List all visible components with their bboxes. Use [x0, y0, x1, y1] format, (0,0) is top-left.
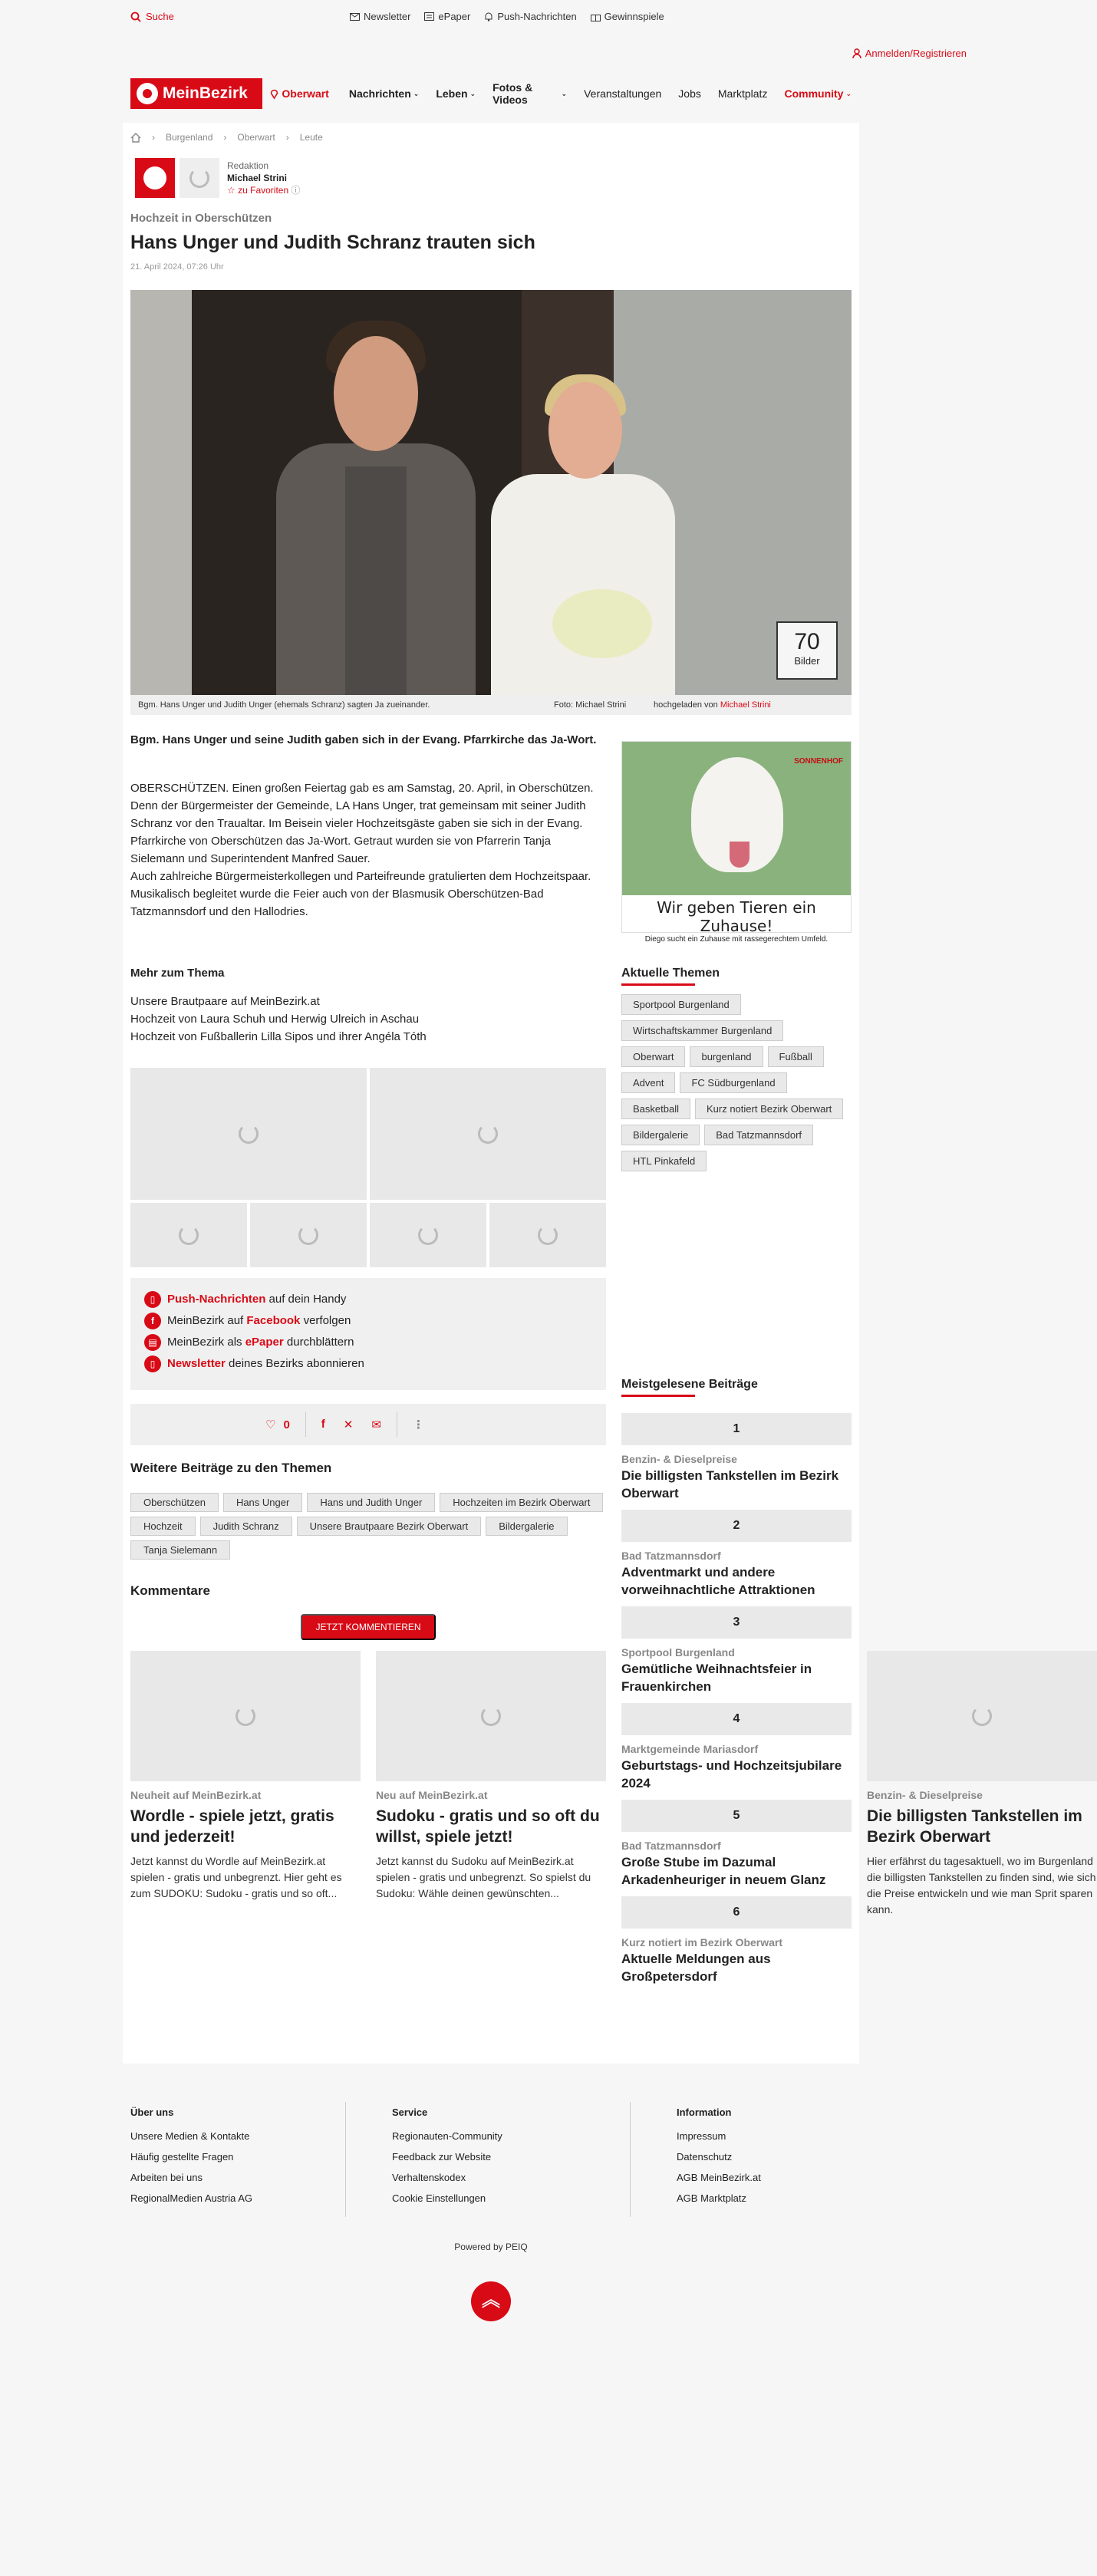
top-utility-bar — [0, 0, 982, 40]
sidebar-topic-tag[interactable]: HTL Pinkafeld — [621, 1151, 707, 1171]
login-link[interactable] — [852, 48, 967, 59]
nav-item-marktplatz[interactable]: Marktplatz — [717, 87, 768, 100]
footer-link[interactable]: Häufig gestellte Fragen — [130, 2151, 234, 2163]
topic-tag[interactable]: Hochzeiten im Bezirk Oberwart — [440, 1493, 603, 1512]
footer-heading: Information — [677, 2107, 732, 2118]
chevron-down-icon: ⌄ — [413, 89, 420, 97]
promo-strong: Newsletter — [167, 1357, 226, 1370]
footer-heading: Service — [392, 2107, 428, 2118]
image-gallery — [130, 1068, 606, 1267]
article-date: 21. April 2024, 07:26 Uhr — [130, 262, 224, 272]
chevron-down-icon: ⌄ — [845, 89, 852, 97]
sidebar-topic-tags — [621, 994, 852, 1171]
user-icon — [852, 48, 861, 58]
loading-spinner-icon — [239, 1124, 259, 1144]
comments-heading: Kommentare — [130, 1583, 210, 1598]
nav-item-jobs[interactable]: Jobs — [678, 87, 701, 100]
teaser-carousel — [130, 1651, 1096, 1918]
popular-title: Große Stube im Dazumal Arkadenheuriger in neuem Glanz — [621, 1855, 826, 1887]
hero-image[interactable] — [130, 290, 852, 695]
sidebar-topic-tag[interactable]: Fußball — [768, 1046, 824, 1067]
teaser-kicker: Benzin- & Dieselpreise — [867, 1789, 983, 1801]
nav-item-leben[interactable] — [436, 81, 476, 106]
uploaded-by-label: hochgeladen von — [654, 700, 718, 710]
gallery-thumb[interactable] — [489, 1203, 606, 1267]
gallery-image[interactable] — [130, 1068, 367, 1200]
promo-text: verfolgen — [300, 1314, 351, 1327]
popular-title: Adventmarkt und andere vorweihnachtliche Attraktionen — [621, 1565, 815, 1597]
epaper-link[interactable] — [424, 11, 470, 22]
popular-item[interactable] — [621, 1510, 852, 1599]
sidebar-topic-tag[interactable]: FC Südburgenland — [680, 1072, 786, 1093]
loading-spinner-icon — [478, 1124, 498, 1144]
gallery-thumb[interactable] — [250, 1203, 367, 1267]
sidebar-topics-heading: Aktuelle Themen — [621, 967, 720, 986]
promo-strong: Facebook — [246, 1314, 301, 1327]
promo-facebook[interactable] — [144, 1310, 606, 1332]
photo-credit: Foto: Michael Strini — [554, 700, 627, 710]
double-chevron-up-icon: ︽ — [482, 2290, 500, 2311]
article-lead: Bgm. Hans Unger und seine Judith gaben sich in der Evang. Pfarrkirche das Ja-Wort. — [130, 733, 597, 746]
article-title: Hans Unger und Judith Schranz trauten sich — [130, 232, 535, 253]
search-link[interactable] — [130, 11, 174, 22]
teaser-card[interactable] — [376, 1651, 606, 1918]
footer-link[interactable]: Regionauten-Community — [392, 2130, 502, 2142]
promo-text: durchblättern — [283, 1336, 354, 1349]
login-label: Anmelden/Registrieren — [865, 48, 967, 59]
utility-links — [350, 11, 664, 22]
sidebar-topic-tag[interactable]: Basketball — [621, 1099, 690, 1119]
search-icon — [130, 12, 141, 22]
loading-spinner-icon — [298, 1225, 318, 1245]
teaser-kicker: Neu auf MeinBezirk.at — [376, 1789, 488, 1801]
author-role: Redaktion — [227, 160, 269, 171]
breadcrumb-separator-icon: › — [223, 132, 227, 143]
like-count: 0 — [283, 1418, 290, 1431]
popular-rank: 4 — [621, 1703, 852, 1735]
footer-link[interactable]: Verhaltenskodex — [392, 2172, 466, 2183]
image-count-badge[interactable] — [776, 621, 838, 680]
like-button[interactable] — [265, 1418, 290, 1431]
promo-strong: Push-Nachrichten — [167, 1293, 266, 1306]
topic-tags — [130, 1493, 606, 1560]
teaser-kicker: Neuheit auf MeinBezirk.at — [130, 1789, 262, 1801]
promo-text: MeinBezirk auf — [167, 1314, 247, 1327]
topic-tag[interactable]: Unsere Brautpaare Bezirk Oberwart — [297, 1517, 482, 1536]
nav-items — [349, 81, 852, 106]
epaper-label: ePaper — [438, 11, 471, 22]
sidebar-topic-tag[interactable]: Wirtschaftskammer Burgenland — [621, 1020, 783, 1041]
teaser-title: Sudoku - gratis und so oft du willst, spiele jetzt! — [376, 1807, 600, 1846]
promo-newsletter[interactable] — [144, 1353, 606, 1375]
footer-link[interactable]: Impressum — [677, 2130, 726, 2142]
gallery-image[interactable] — [370, 1068, 606, 1200]
article-paragraph: OBERSCHÜTZEN. Einen großen Feiertag gab es am Samstag, 20. April, in Oberschützen. Denn der Bürgermeister der Gemeinde, LA Hans Unger, trat gemeinsam mit seiner Judith Schranz vor den Traualtar. Im Beisein vieler Hochzeitsgäste gaben sie sich in der Evang. Pfarrkirche von Oberschützen das Ja-Wort. Getraut wurden sie von Pfarrerin Tanja Sielemann und Superintendent Manfred Sauer. — [130, 782, 594, 865]
gallery-thumb[interactable] — [370, 1203, 486, 1267]
phone-icon: ▯ — [144, 1291, 161, 1308]
promo-box — [130, 1278, 606, 1390]
push-link[interactable] — [484, 11, 576, 22]
footer-link[interactable]: AGB MeinBezirk.at — [677, 2172, 761, 2183]
popular-rank: 6 — [621, 1896, 852, 1929]
logo-text: MeinBezirk — [163, 84, 248, 102]
newsletter-label: Newsletter — [364, 11, 411, 22]
sidebar-topic-tag[interactable]: Advent — [621, 1072, 675, 1093]
breadcrumb-item[interactable]: Leute — [299, 132, 323, 143]
chevron-down-icon: ⌄ — [469, 89, 476, 97]
more-options-icon[interactable]: ⋮ — [412, 1418, 424, 1431]
topics-heading: Weitere Beiträge zu den Themen — [130, 1461, 332, 1475]
topic-tag[interactable]: Oberschützen — [130, 1493, 219, 1512]
topic-tag[interactable]: Hans Unger — [223, 1493, 302, 1512]
breadcrumb-separator-icon: › — [285, 132, 289, 143]
sidebar-topic-tag[interactable]: Bildergalerie — [621, 1125, 700, 1145]
x-share-icon[interactable]: ✕ — [343, 1418, 354, 1431]
footer-column — [392, 2102, 584, 2217]
nav-label: Nachrichten — [348, 87, 411, 100]
heart-icon: ♡ — [265, 1418, 276, 1431]
gift-icon — [591, 12, 601, 21]
loading-spinner-icon — [189, 168, 209, 188]
uploader-link[interactable]: Michael Strini — [720, 700, 771, 710]
caption-text: Bgm. Hans Unger und Judith Unger (ehemals Schranz) sagten Ja zueinander. — [138, 700, 430, 710]
region-selector[interactable] — [270, 87, 328, 100]
footer-link[interactable]: Unsere Medien & Kontakte — [130, 2130, 250, 2142]
more-link[interactable]: Unsere Brautpaare auf MeinBezirk.at — [130, 995, 320, 1008]
popular-item[interactable] — [621, 1413, 852, 1502]
nav-label: Leben — [436, 87, 468, 100]
author-name[interactable]: Michael Strini — [227, 173, 288, 183]
article-body — [130, 779, 606, 921]
popular-rank: 5 — [621, 1800, 852, 1832]
sidebar-topic-tag[interactable]: burgenland — [690, 1046, 763, 1067]
favorite-button[interactable] — [227, 184, 301, 196]
article-paragraph: Auch zahlreiche Bürgermeisterkollegen und Parteifreunde gratulierten dem Hochzeitspaar. Musikalisch begleitet wurde die Feier auch von der Blasmusik Oberschützen-Bad Tatzmannsdorf und den Hallodries. — [130, 870, 591, 918]
more-link[interactable]: Hochzeit von Fußballerin Lilla Sipos und ihrer Angéla Tóth — [130, 1030, 427, 1043]
gewinnspiele-link[interactable] — [591, 11, 664, 22]
author-avatar[interactable] — [180, 158, 219, 198]
nav-label: Fotos & Videos — [492, 81, 533, 106]
promo-strong: ePaper — [245, 1336, 284, 1349]
teaser-desc: Jetzt kannst du Wordle auf MeinBezirk.at spielen - gratis und unbegrenzt. Hier geht es zum SUDOKU: Sudoku - gratis und so oft... — [130, 1855, 342, 1899]
comment-button[interactable]: JETZT KOMMENTIEREN — [301, 1614, 436, 1640]
nav-item-fotos-videos[interactable] — [492, 81, 567, 106]
more-link[interactable]: Hochzeit von Laura Schuh und Herwig Ulreich in Aschau — [130, 1013, 420, 1026]
footer-link[interactable]: RegionalMedien Austria AG — [130, 2192, 252, 2204]
breadcrumb — [130, 132, 323, 143]
footer-link[interactable]: AGB Marktplatz — [677, 2192, 747, 2204]
newsletter-icon: ▯ — [144, 1356, 161, 1372]
breadcrumb-item[interactable]: Burgenland — [166, 132, 213, 143]
loading-spinner-icon — [972, 1706, 992, 1726]
popular-title: Die billigsten Tankstellen im Bezirk Oberwart — [621, 1468, 839, 1500]
footer-link[interactable]: Cookie Einstellungen — [392, 2192, 486, 2204]
promo-text: auf dein Handy — [265, 1293, 347, 1306]
promo-epaper[interactable] — [144, 1332, 606, 1353]
popular-rank: 1 — [621, 1413, 852, 1445]
teaser-card[interactable] — [130, 1651, 361, 1918]
popular-heading: Meistgelesene Beiträge — [621, 1378, 758, 1397]
image-count: 70 — [794, 629, 820, 654]
popular-kicker: Bad Tatzmannsdorf — [621, 1840, 721, 1852]
region-label: Oberwart — [282, 87, 329, 100]
loading-spinner-icon — [179, 1225, 199, 1245]
loading-spinner-icon — [538, 1225, 558, 1245]
ad-brand: SONNENHOF — [794, 757, 843, 766]
more-links — [130, 993, 427, 1046]
info-icon[interactable]: ⓘ — [291, 185, 301, 196]
topic-tag[interactable]: Judith Schranz — [200, 1517, 292, 1536]
home-icon[interactable] — [130, 133, 141, 143]
epaper-icon: ▤ — [144, 1334, 161, 1351]
image-caption — [130, 695, 852, 715]
facebook-share-icon[interactable]: f — [321, 1418, 325, 1431]
push-label: Push-Nachrichten — [497, 11, 577, 22]
epaper-icon — [424, 12, 434, 21]
favorite-label: zu Favoriten — [238, 185, 289, 196]
powered-by: Powered by PEIQ — [454, 2242, 528, 2252]
newsletter-link[interactable] — [350, 11, 410, 22]
publisher-avatar[interactable] — [135, 158, 175, 198]
logo-sun-icon — [143, 166, 166, 189]
popular-kicker: Bad Tatzmannsdorf — [621, 1550, 721, 1562]
mail-share-icon[interactable]: ✉ — [371, 1418, 381, 1431]
sidebar-topic-tag[interactable]: Oberwart — [621, 1046, 685, 1067]
star-icon: ☆ — [227, 185, 236, 196]
footer-column — [677, 2102, 761, 2217]
popular-rank: 2 — [621, 1510, 852, 1542]
ad-headline: Wir geben Tieren ein Zuhause! — [657, 898, 816, 935]
search-label: Suche — [146, 11, 174, 22]
popular-kicker: Sportpool Burgenland — [621, 1646, 735, 1659]
article-kicker: Hochzeit in Oberschützen — [130, 212, 272, 225]
gewinnspiele-label: Gewinnspiele — [604, 11, 664, 22]
teaser-desc: Jetzt kannst du Sudoku auf MeinBezirk.at spielen - gratis und unbegrenzt. So spielst du Sudoku: Wähle deinen gewünschten... — [376, 1855, 591, 1899]
location-pin-icon — [270, 88, 278, 99]
topic-tag[interactable]: Hochzeit — [130, 1517, 196, 1536]
image-count-label: Bilder — [794, 655, 820, 667]
sidebar-topic-tag[interactable]: Sportpool Burgenland — [621, 994, 741, 1015]
topic-tag[interactable]: Bildergalerie — [486, 1517, 567, 1536]
popular-kicker: Kurz notiert im Bezirk Oberwart — [621, 1936, 783, 1948]
popular-title: Aktuelle Meldungen aus Großpetersdorf — [621, 1952, 771, 1984]
facebook-icon: f — [144, 1313, 161, 1329]
mail-icon — [350, 13, 360, 21]
gallery-thumb[interactable] — [130, 1203, 247, 1267]
sidebar-topic-tag[interactable]: Bad Tatzmannsdorf — [704, 1125, 813, 1145]
loading-spinner-icon — [481, 1706, 501, 1726]
breadcrumb-separator-icon: › — [152, 132, 155, 143]
promo-push[interactable] — [144, 1289, 606, 1310]
teaser-card[interactable] — [867, 1651, 1097, 1918]
nav-item-community[interactable] — [784, 81, 852, 106]
loading-spinner-icon — [236, 1706, 255, 1726]
teaser-image — [376, 1651, 606, 1781]
main-nav — [130, 74, 852, 114]
topic-tag[interactable]: Tanja Sielemann — [130, 1540, 230, 1560]
share-bar — [130, 1404, 606, 1445]
loading-spinner-icon — [418, 1225, 438, 1245]
nav-label: Community — [784, 87, 844, 100]
teaser-title: Die billigsten Tankstellen im Bezirk Oberwart — [867, 1807, 1082, 1846]
topic-tag[interactable]: Hans und Judith Unger — [307, 1493, 435, 1512]
teaser-desc: Hier erfährst du tagesaktuell, wo im Burgenland die billigsten Tankstellen zu finden sind, wie sich die Preise entwickeln und wie man Sprit sparen kann. — [867, 1855, 1096, 1916]
teaser-image — [867, 1651, 1097, 1781]
footer-heading: Über uns — [130, 2107, 174, 2118]
popular-rank: 3 — [621, 1606, 852, 1639]
author-box — [135, 158, 301, 198]
footer-column — [130, 2102, 299, 2217]
breadcrumb-item[interactable]: Oberwart — [237, 132, 275, 143]
footer-link[interactable]: Arbeiten bei uns — [130, 2172, 203, 2183]
popular-title: Gemütliche Weihnachtsfeier in Frauenkirchen — [621, 1662, 812, 1694]
more-heading: Mehr zum Thema — [130, 967, 225, 980]
sidebar-topic-tag[interactable]: Kurz notiert Bezirk Oberwart — [695, 1099, 843, 1119]
promo-text: deines Bezirks abonnieren — [225, 1357, 364, 1370]
popular-title: Geburtstags- und Hochzeitsjubilare 2024 — [621, 1758, 842, 1790]
nav-item-nachrichten[interactable] — [349, 81, 419, 106]
footer-link[interactable]: Feedback zur Website — [392, 2151, 492, 2163]
chevron-down-icon: ⌄ — [561, 89, 568, 97]
teaser-title: Wordle - spiele jetzt, gratis und jederzeit! — [130, 1807, 334, 1846]
popular-kicker: Benzin- & Dieselpreise — [621, 1453, 737, 1465]
footer-link[interactable]: Datenschutz — [677, 2151, 733, 2163]
scroll-to-top-button[interactable] — [471, 2281, 511, 2321]
popular-kicker: Marktgemeinde Mariasdorf — [621, 1743, 759, 1755]
advertisement[interactable] — [621, 741, 852, 944]
nav-item-veranstaltungen[interactable]: Veranstaltungen — [584, 87, 662, 100]
promo-text: MeinBezirk als — [167, 1336, 245, 1349]
teaser-image — [130, 1651, 361, 1781]
ad-subline: Diego sucht ein Zuhause mit rassegerechtem Umfeld. — [644, 935, 829, 944]
logo[interactable] — [130, 78, 262, 109]
logo-sun-icon — [137, 83, 158, 104]
footer — [130, 2102, 852, 2217]
bell-icon — [484, 12, 493, 21]
